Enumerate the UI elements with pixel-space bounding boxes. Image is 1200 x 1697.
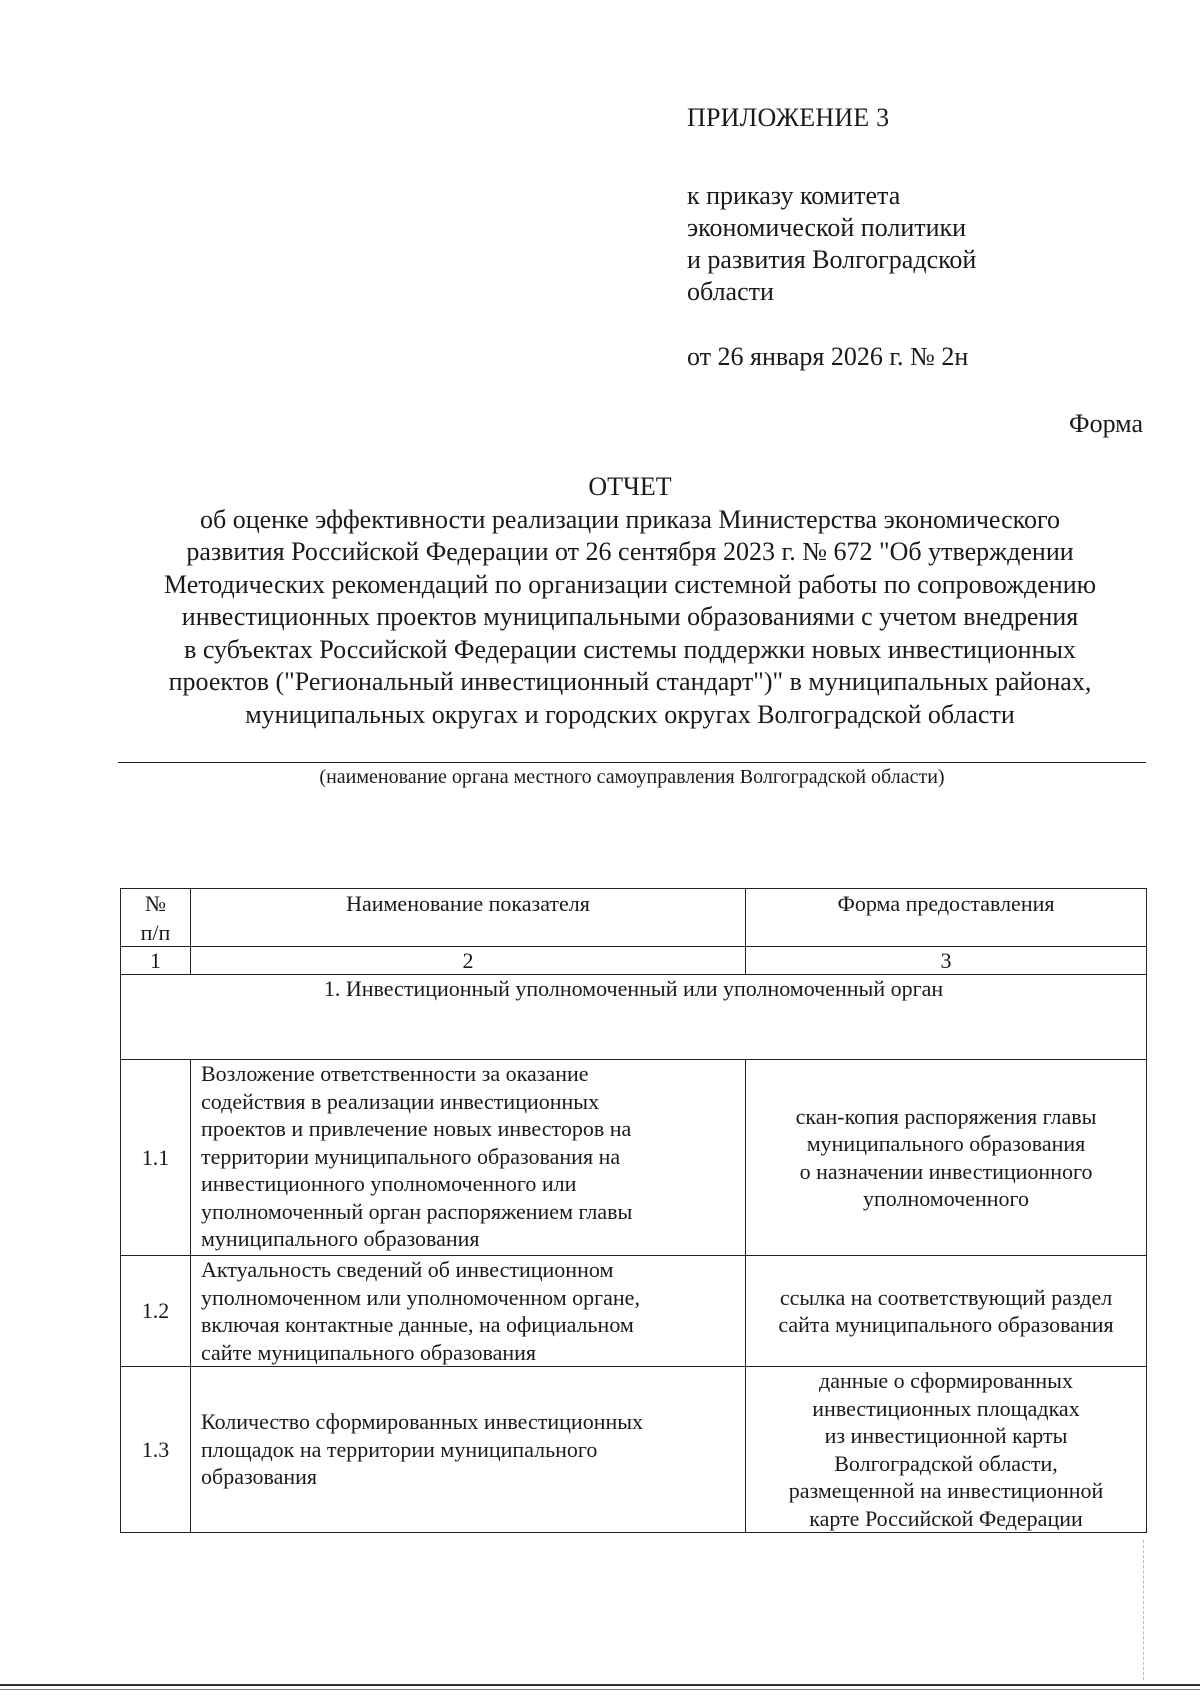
indicator-name-line: образования [201, 1464, 318, 1490]
submission-form-line: уполномоченного [862, 1186, 1030, 1211]
scan-bottom-edge-shadow [0, 1689, 1200, 1690]
submission-form [746, 1367, 1147, 1533]
indicator-name-line: территории муниципального образования на [201, 1143, 621, 1169]
header-name [191, 889, 746, 947]
indicator-name [191, 1060, 746, 1256]
column-numbers-row [121, 947, 1147, 975]
header-num-line: п/п [140, 919, 171, 945]
row-number: 1.3 [121, 1367, 191, 1533]
section-row [121, 975, 1147, 1060]
indicator-name-line: инвестиционного уполномоченного или [201, 1171, 577, 1196]
row-number: 1.2 [121, 1256, 191, 1367]
table-row [121, 1367, 1147, 1533]
indicator-name-line: площадок на территории муниципального [201, 1436, 598, 1462]
section-title: 1. Инвестиционный уполномоченный или уполномоченный орган [121, 975, 1147, 1060]
submission-form-line: инвестиционных площадках [812, 1395, 1080, 1421]
appendix-reference-line: и развития Волгоградской [687, 245, 977, 274]
table-row [121, 1060, 1147, 1256]
header-name-label: Наименование показателя [346, 891, 590, 916]
row-number: 1.1 [121, 1060, 191, 1256]
scan-edge-artifact [1143, 1540, 1145, 1680]
indicator-name-line: сайте муниципального образования [201, 1339, 537, 1365]
table-row [121, 1256, 1147, 1367]
header-form-label: Форма предоставления [837, 891, 1055, 916]
indicator-name-line: Возложение ответственности за оказание [201, 1061, 589, 1086]
header-num [121, 889, 191, 947]
indicator-name-line: уполномоченном или уполномоченном органе, [201, 1284, 640, 1310]
indicator-name-line: муниципального образования [201, 1226, 480, 1251]
report-subtitle-line: развития Российской Федерации от 26 сентября 2023 г. № 672 "Об утверждении [186, 537, 1074, 566]
submission-form-line: муниципального образования [806, 1131, 1086, 1156]
header-num-line: № [145, 891, 166, 916]
report-subtitle-line: проектов ("Региональный инвестиционный стандарт")" в муниципальных районах, [168, 667, 1092, 696]
column-number: 3 [746, 947, 1147, 975]
report-subtitle-line: в субъектах Российской Федерации системы поддержки новых инвестиционных [184, 634, 1076, 664]
submission-form-line: сайта муниципального образования [778, 1312, 1114, 1337]
report-title: ОТЧЕТ [588, 472, 672, 501]
appendix-date: от 26 января 2026 г. № 2н [687, 342, 969, 371]
report-subtitle-line: Методических рекомендаций по организации системной работы по сопровождению [163, 569, 1097, 599]
indicator-name-line: Количество сформированных инвестиционных [201, 1409, 644, 1435]
submission-form-line: данные о сформированных [819, 1368, 1073, 1393]
report-heading [100, 471, 1160, 731]
submission-form-line: карте Российской Федерации [809, 1505, 1083, 1531]
submission-form-line: скан-копия распоряжения главы [795, 1103, 1097, 1129]
column-number: 2 [191, 947, 746, 975]
appendix-reference-line: к приказу комитета [687, 181, 901, 210]
indicator-name [191, 1256, 746, 1367]
report-subtitle-line: об оценке эффективности реализации приказа Министерства экономического [200, 504, 1060, 534]
indicator-name-line: Актуальность сведений об инвестиционном [201, 1257, 614, 1282]
appendix-reference-line: экономической политики [687, 213, 967, 242]
scan-bottom-edge [0, 1684, 1200, 1686]
appendix-title: ПРИЛОЖЕНИЕ 3 [687, 103, 890, 132]
submission-form-line: из инвестиционной карты [824, 1423, 1068, 1448]
submission-form [746, 1060, 1147, 1256]
appendix-reference [687, 180, 976, 308]
table-header-row [121, 889, 1147, 947]
indicator-name-line: содействия в реализации инвестиционных [201, 1088, 600, 1114]
report-subtitle-line: муниципальных округах и городских округах Волгоградской области [245, 699, 1015, 729]
indicators-table [120, 888, 1147, 1533]
org-name-underline [118, 762, 1146, 763]
indicator-name-line: включая контактные данные, на официальном [201, 1312, 634, 1337]
submission-form-line: ссылка на соответствующий раздел [779, 1284, 1113, 1310]
appendix-reference-line: области [687, 277, 774, 306]
header-form [746, 889, 1147, 947]
indicator-name [191, 1367, 746, 1533]
indicator-name-line: уполномоченный орган распоряжением главы [201, 1198, 633, 1224]
column-number: 1 [121, 947, 191, 975]
submission-form [746, 1256, 1147, 1367]
org-name-caption: (наименование органа местного самоуправления Волгоградской области) [319, 766, 945, 788]
submission-form-line: размещенной на инвестиционной [788, 1478, 1104, 1503]
indicator-name-line: проектов и привлечение новых инвесторов на [201, 1116, 632, 1141]
submission-form-line: о назначении инвестиционного [799, 1158, 1093, 1184]
report-subtitle-line: инвестиционных проектов муниципальными образованиями с учетом внедрения [181, 602, 1079, 631]
submission-form-line: Волгоградской области, [834, 1450, 1058, 1476]
form-label: Форма [1069, 409, 1143, 438]
